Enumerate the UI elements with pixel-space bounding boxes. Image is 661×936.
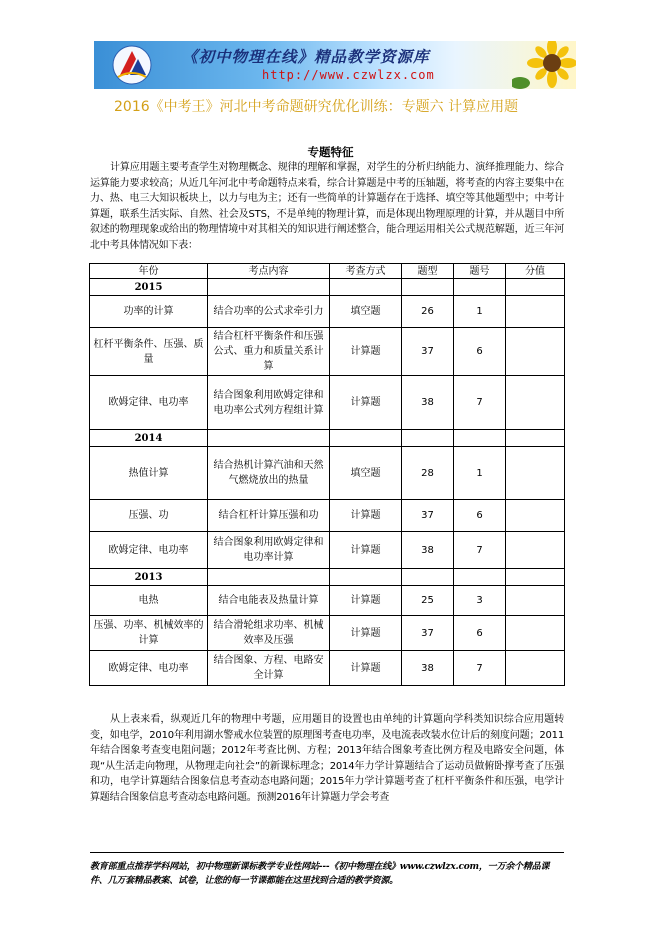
cell-content: 结合图象利用欧姆定律和电功率公式列方程组计算 (208, 376, 330, 430)
cell-number: 6 (454, 616, 506, 651)
year-row: 2013 (90, 569, 565, 586)
site-logo-icon (112, 45, 152, 85)
cell-score (506, 376, 565, 430)
cell-method: 计算题 (330, 532, 402, 569)
cell-topic: 欧姆定律、电功率 (90, 651, 208, 686)
cell-topic: 压强、功率、机械效率的计算 (90, 616, 208, 651)
cell-content: 结合滑轮组求功率、机械效率及压强 (208, 616, 330, 651)
banner-title: 《初中物理在线》精品教学资源库 (182, 47, 430, 66)
cell-type: 26 (402, 296, 454, 328)
footer-divider (90, 852, 564, 853)
cell-content: 结合杠杆平衡条件和压强公式、重力和质量关系计算 (208, 328, 330, 376)
cell-method: 计算题 (330, 616, 402, 651)
cell-number: 1 (454, 447, 506, 500)
cell-score (506, 532, 565, 569)
section-title: 专题特征 (307, 145, 354, 159)
header-number: 题号 (454, 264, 506, 279)
cell-content: 结合杠杆计算压强和功 (208, 500, 330, 532)
cell-method: 计算题 (330, 328, 402, 376)
cell-content: 结合热机计算汽油和天然气燃烧放出的热量 (208, 447, 330, 500)
table-row (90, 532, 565, 569)
header-score: 分值 (506, 264, 565, 279)
header-type: 题型 (402, 264, 454, 279)
cell-topic: 欧姆定律、电功率 (90, 376, 208, 430)
cell-type: 38 (402, 376, 454, 430)
cell-type: 38 (402, 532, 454, 569)
cell-topic: 压强、功 (90, 500, 208, 532)
table-row (90, 447, 565, 500)
cell-method: 计算题 (330, 500, 402, 532)
cell-score (506, 447, 565, 500)
cell-topic: 电热 (90, 586, 208, 616)
year-row: 2014 (90, 430, 565, 447)
cell-number: 3 (454, 586, 506, 616)
intro-paragraph: 计算应用题主要考查学生对物理概念、规律的理解和掌握，对学生的分析归纳能力、演绎推理能力、综合运算能力要求较高；从近几年河北中考命题特点来看，综合计算题是中考的压轴题，将考查的内容主要集中在力、热、电三大知识板块上，以力与电为主；还有一些简单的计算题存在于选择、填空等其他题型中；中考计算题，联系生活实际、自然、社会及STS，不是单纯的物理计算，而是体现出物理原理的计算，并从题目中所叙述的物理现象或给出的物理情境中对其相关的知识进行阐述整合，能合理运用相关公式规范解题，近三年河北中考具体情况如下表： (90, 162, 564, 251)
cell-number: 6 (454, 500, 506, 532)
cell-type: 28 (402, 447, 454, 500)
cell-type: 38 (402, 651, 454, 686)
sunflower-icon (512, 41, 576, 89)
header-banner (94, 41, 576, 89)
cell-topic: 杠杆平衡条件、压强、质量 (90, 328, 208, 376)
header-content: 考点内容 (208, 264, 330, 279)
cell-topic: 功率的计算 (90, 296, 208, 328)
table-row (90, 616, 565, 651)
cell-content: 结合电能表及热量计算 (208, 586, 330, 616)
table-row (90, 586, 565, 616)
table-header-row (90, 264, 565, 279)
header-method: 考查方式 (330, 264, 402, 279)
table-row (90, 328, 565, 376)
footer-text: 教育部重点推荐学科网站，初中物理新课标教学专业性网站---《初中物理在线》www.czwlzx.com，一万余个精品课件、几万套精品教案、试卷，让您的每一节课都能在这里找到合适的教学资源。 (90, 862, 550, 886)
table-row (90, 651, 565, 686)
cell-content: 结合图象利用欧姆定律和电功率计算 (208, 532, 330, 569)
cell-type: 37 (402, 328, 454, 376)
cell-method: 填空题 (330, 296, 402, 328)
cell-score (506, 500, 565, 532)
page-title: 2016《中考王》河北中考命题研究优化训练：专题六 计算应用题 (114, 99, 519, 115)
cell-method: 计算题 (330, 376, 402, 430)
conclusion-paragraph: 从上表来看，纵观近几年的物理中考题，应用题目的设置也由单纯的计算题向学科类知识综合应用题转变，如电学，2010年利用湖水警戒水位装置的原理图考查电功率，及电流表改装水位计后的刻度问题；2011年结合图象考查变电阻问题；2012年考查比例、方程；2013年结合图象考查比例方程及电路安全问题，体现“从生活走向物理，从物理走向社会”的新课标理念；2014年力学计算题结合了运动员做俯卧撑考查了压强和功，电学计算题结合图象信息考查动态电路问题；2015年力学计算题考查了杠杆平衡条件和压强，电学计算题结合图象信息考查动态电路问题。预测2016年计算题力学会考查 (90, 714, 564, 803)
cell-number: 7 (454, 532, 506, 569)
cell-topic: 欧姆定律、电功率 (90, 532, 208, 569)
banner-url[interactable]: http://www.czwlzx.com (262, 68, 435, 82)
cell-number: 6 (454, 328, 506, 376)
cell-method: 计算题 (330, 651, 402, 686)
cell-score (506, 586, 565, 616)
cell-score (506, 651, 565, 686)
cell-score (506, 328, 565, 376)
table-row (90, 500, 565, 532)
cell-number: 7 (454, 376, 506, 430)
table-row (90, 296, 565, 328)
cell-type: 37 (402, 616, 454, 651)
cell-score (506, 296, 565, 328)
cell-content: 结合图象、方程、电路安全计算 (208, 651, 330, 686)
cell-method: 计算题 (330, 586, 402, 616)
cell-score (506, 616, 565, 651)
table-row (90, 376, 565, 430)
header-year: 年份 (90, 264, 208, 279)
cell-type: 25 (402, 586, 454, 616)
cell-type: 37 (402, 500, 454, 532)
cell-number: 1 (454, 296, 506, 328)
cell-content: 结合功率的公式求牵引力 (208, 296, 330, 328)
exam-table (89, 263, 565, 686)
cell-topic: 热值计算 (90, 447, 208, 500)
cell-number: 7 (454, 651, 506, 686)
year-row: 2015 (90, 279, 565, 296)
cell-method: 填空题 (330, 447, 402, 500)
